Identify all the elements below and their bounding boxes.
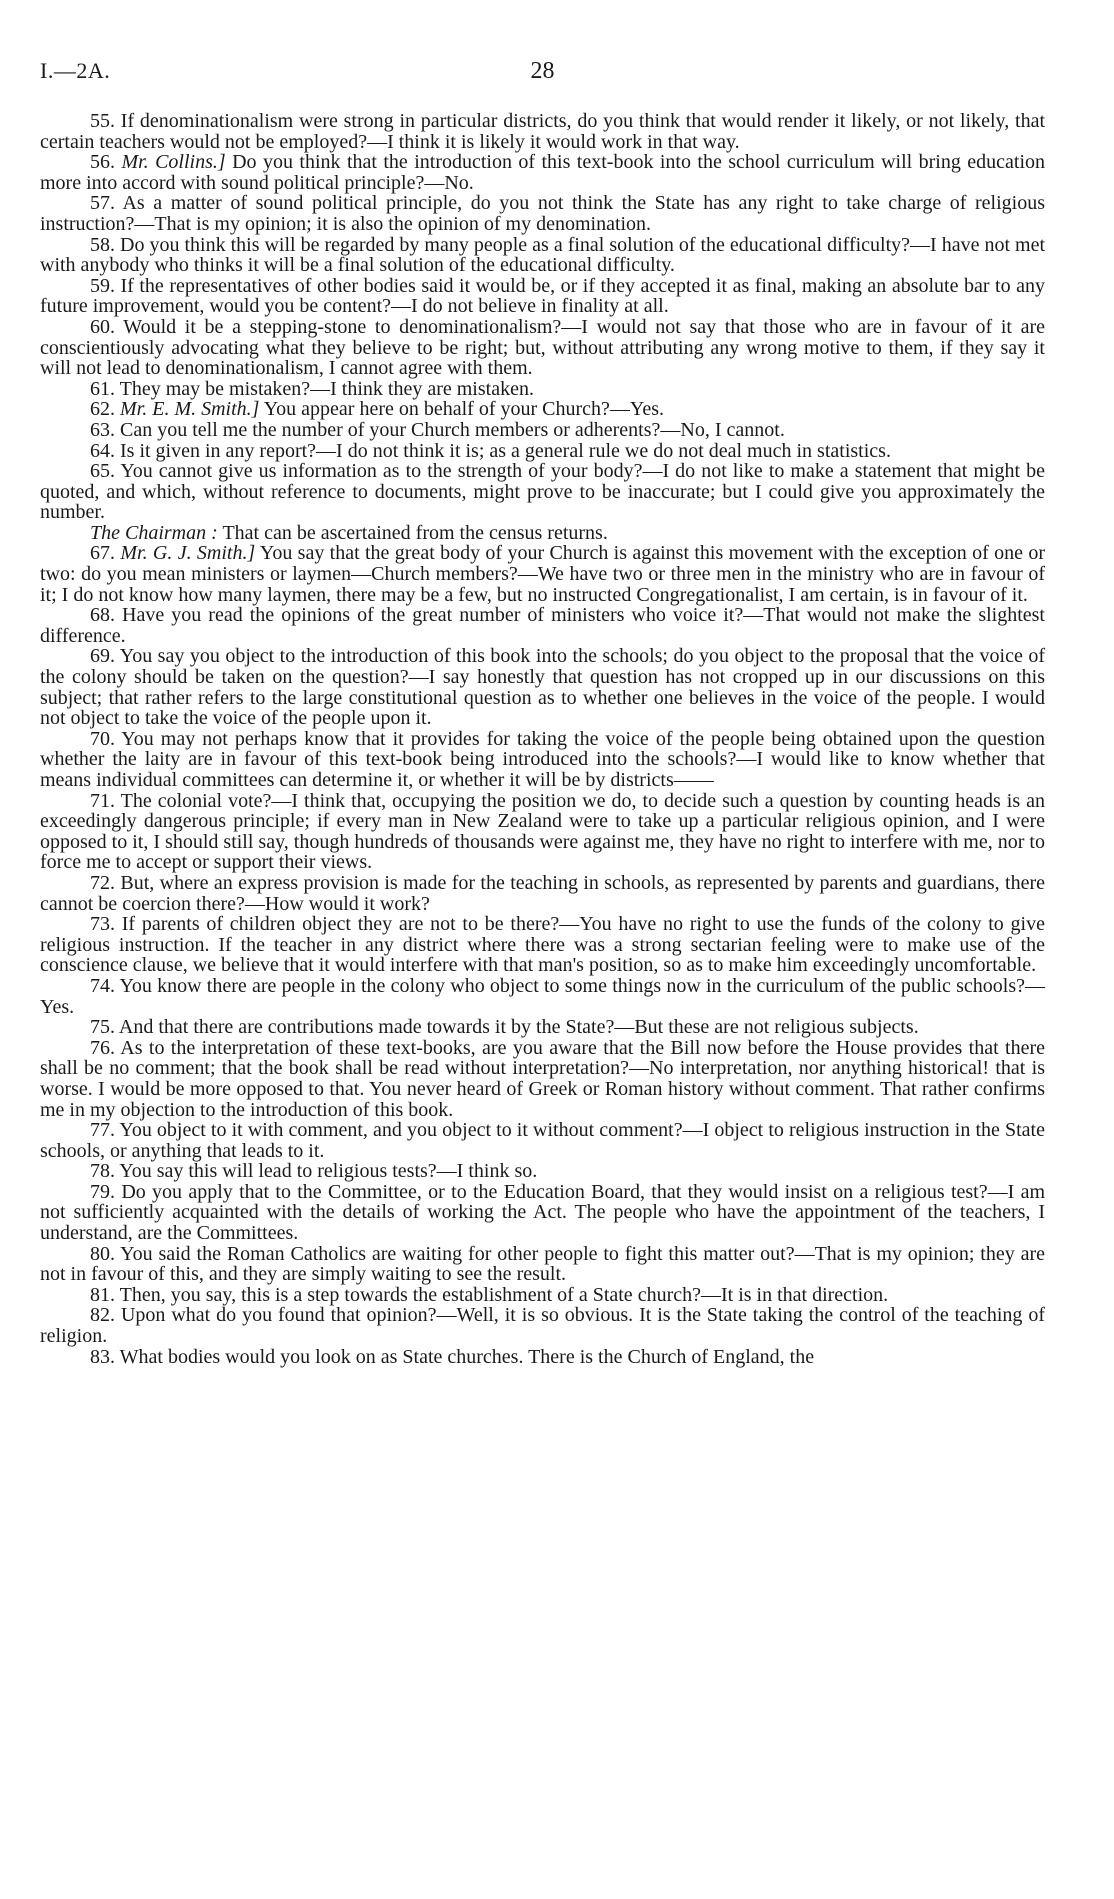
testimony-text: Have you read the opinions of the great number of ministers who voice it?—That would not make the slightest difference. — [40, 604, 1045, 647]
speaker-name: Mr. E. M. Smith.] — [120, 398, 260, 421]
testimony-paragraph — [40, 235, 1045, 276]
testimony-text: You say this will lead to religious tests?—I think so. — [119, 1160, 538, 1183]
page-number: 28 — [530, 58, 555, 84]
question-number: 83. — [90, 1345, 115, 1368]
document-body — [40, 111, 1045, 1367]
question-number: 55. — [90, 110, 115, 132]
testimony-text: If parents of children object they are not to be there?—You have no right to use the funds of the colony to give religious instruction. If the teacher in any district where there was a strong sectarian feeling were to make use of the conscience clause, we believe that it would interfere with that man's position, so as to make him exceedingly uncomfortable. — [40, 913, 1045, 977]
testimony-text: As to the interpretation of these text-books, are you aware that the Bill now before the House provides that there shall be no comment; that the book shall be read without interpretation?—No interpretation, nor anything historical! that is worse. I would be more opposed to that. You never heard of Greek or Roman history without comment. That rather confirms me in my objection to the introduction of this book. — [40, 1036, 1045, 1121]
speaker-name: Mr. G. J. Smith.] — [120, 542, 256, 565]
testimony-paragraph — [40, 441, 1045, 462]
testimony-paragraph — [40, 605, 1045, 646]
testimony-paragraph — [40, 873, 1045, 914]
testimony-text: But, where an express provision is made for the teaching in schools, as represented by parents and guardians, there cannot be coercion there?—How would it work? — [40, 871, 1046, 915]
testimony-text: You say you object to the introduction of this book into the schools; do you object to the proposal that the voice of the colony should be taken on the question?—I say honestly that question has not cropped up in our discussions on this subject; that rather refers to the large constitutional question as to whether one believes in the voice of the people. I would not object to take the voice of the people upon it. — [40, 645, 1045, 730]
testimony-text: Then, you say, this is a step towards the establishment of a State church?—It is in that direction. — [119, 1283, 889, 1306]
testimony-text: You say that the great body of your Church is against this movement with the exception of one or two: do you mean ministers or laymen—Church members?—We have two or three men in the ministry who are in favour of it; I do not know how many laymen, there may be a few, but no instructed Congregationalist, I am certain, is in favour of it. — [40, 542, 1045, 606]
testimony-text: Upon what do you found that opinion?—Well, it is so obvious. It is the State taking the control of the teaching of religion. — [40, 1304, 1046, 1348]
testimony-text: You cannot give us information as to the strength of your body?—I do not like to make a statement that might be quoted, and which, without reference to documents, might prove to be inaccurate; but I could give you approximately the number. — [40, 460, 1045, 524]
testimony-text: The colonial vote?—I think that, occupying the position we do, to decide such a question by counting heads is an exceedingly dangerous principle; if every man in New Zealand were to take up a particular religious opinion, and I were opposed to it, I should still say, though hundreds of thousands were against me, they have no right to interfere with me, nor to force me to accept or support their views. — [40, 789, 1045, 874]
testimony-paragraph — [40, 976, 1045, 1017]
testimony-paragraph — [40, 1285, 1045, 1306]
question-number: 75. — [90, 1016, 115, 1039]
speaker-name: Mr. Collins.] — [121, 151, 226, 174]
question-number: 63. — [90, 418, 115, 441]
testimony-text: Is it given in any report?—I do not think it is; as a general rule we do not deal much in statistics. — [120, 439, 891, 462]
testimony-paragraph — [40, 646, 1045, 728]
testimony-text: Do you apply that to the Committee, or to the Education Board, that they would insist on a religious test?—I am not sufficiently acquainted with the details of working the Act. The people who have the appointment of the teachers, I understand, are the Committees. — [40, 1180, 1046, 1245]
speaker-name: The Chairman : — [90, 521, 218, 544]
question-number: 64. — [90, 439, 115, 462]
testimony-paragraph — [40, 317, 1045, 379]
testimony-paragraph — [40, 111, 1045, 152]
question-number: 68. — [90, 604, 115, 627]
question-number: 76. — [90, 1036, 115, 1059]
testimony-text: You said the Roman Catholics are waiting for other people to fight this matter out?—That is my opinion; they are not in favour of this, and they are simply waiting to see the result. — [40, 1242, 1045, 1286]
question-number: 82. — [90, 1304, 115, 1327]
testimony-paragraph — [40, 523, 1045, 544]
page-header — [40, 58, 1045, 92]
testimony-text: You appear here on behalf of your Church?—Yes. — [263, 398, 665, 421]
question-number: 60. — [90, 315, 115, 338]
testimony-paragraph — [40, 379, 1045, 400]
question-number: 77. — [90, 1119, 115, 1142]
testimony-paragraph — [40, 543, 1045, 605]
testimony-paragraph — [40, 1244, 1045, 1285]
question-number: 81. — [90, 1283, 115, 1306]
testimony-text: You object to it with comment, and you object to it without comment?—I object to religious instruction in the State schools, or anything that leads to it. — [40, 1119, 1045, 1162]
question-number: 58. — [90, 233, 115, 256]
testimony-paragraph — [40, 276, 1045, 317]
testimony-paragraph — [40, 1038, 1045, 1120]
question-number: 67. — [90, 542, 115, 565]
testimony-text: What bodies would you look on as State churches. There is the Church of England, the — [119, 1345, 815, 1368]
testimony-paragraph — [40, 193, 1045, 234]
testimony-text: Do you think this will be regarded by many people as a final solution of the educational difficulty?—I have not met with anybody who thinks it will be a final solution of the educational difficulty. — [40, 233, 1046, 277]
testimony-paragraph — [40, 1305, 1045, 1346]
question-number: 72. — [90, 871, 115, 894]
testimony-text: You may not perhaps know that it provides for taking the voice of the people being obtained upon the question whether the laity are in favour of this text-book being introduced into the schools?—I would like to know whether that means individual committees can determine it, or whether it will be by districts—— — [40, 727, 1045, 791]
testimony-text: As a matter of sound political principle, do you not think the State has any right to take charge of religious instruction?—That is my opinion; it is also the opinion of my denomination. — [40, 192, 1045, 235]
testimony-text: Can you tell me the number of your Church members or adherents?—No, I cannot. — [120, 418, 785, 441]
question-number: 65. — [90, 460, 115, 483]
question-number: 62. — [90, 398, 115, 421]
testimony-text: And that there are contributions made towards it by the State?—But these are not religious subjects. — [118, 1016, 919, 1039]
testimony-paragraph — [40, 729, 1045, 791]
question-number: 57. — [90, 192, 115, 215]
question-number: 61. — [90, 377, 115, 400]
testimony-paragraph — [40, 461, 1045, 523]
testimony-paragraph — [40, 1182, 1045, 1244]
question-number: 80. — [90, 1242, 115, 1265]
testimony-paragraph — [40, 1347, 1045, 1368]
question-number: 73. — [90, 913, 115, 936]
testimony-paragraph — [40, 914, 1045, 976]
testimony-text: If the representatives of other bodies said it would be, or if they accepted it as final, making an absolute bar to any future improvement, would you be content?—I do not believe in finality at all. — [40, 274, 1046, 318]
question-number: 56. — [90, 151, 115, 174]
document-reference: I.—2A. — [40, 58, 111, 83]
testimony-paragraph — [40, 791, 1045, 873]
testimony-paragraph — [40, 152, 1045, 193]
question-number: 69. — [90, 645, 115, 668]
testimony-text: You know there are people in the colony who object to some things now in the curriculum of the public schools?—Yes. — [40, 974, 1045, 1018]
testimony-paragraph — [40, 399, 1045, 420]
question-number: 78. — [90, 1160, 115, 1183]
testimony-text: Do you think that the introduction of this text-book into the school curriculum will bring education more into accord with sound political principle?—No. — [40, 151, 1046, 194]
testimony-paragraph — [40, 1161, 1045, 1182]
question-number: 59. — [90, 274, 115, 297]
testimony-text: That can be ascertained from the census returns. — [222, 521, 608, 544]
question-number: 71. — [90, 789, 115, 812]
testimony-paragraph — [40, 1120, 1045, 1161]
testimony-paragraph — [40, 1017, 1045, 1038]
question-number: 74. — [90, 974, 115, 997]
testimony-text: If denominationalism were strong in particular districts, do you think that would render it likely, or not likely, that certain teachers would not be employed?—I think it is likely it would work in that way. — [40, 110, 1045, 153]
question-number: 70. — [90, 727, 115, 750]
testimony-text: They may be mistaken?—I think they are mistaken. — [119, 377, 534, 400]
testimony-text: Would it be a stepping-stone to denominationalism?—I would not say that those who are in favour of it are conscientiously advocating what they believe to be right; but, without attributing any wrong motive to them, if they say it will not lead to denominationalism, I cannot agree with them. — [40, 315, 1045, 380]
question-number: 79. — [90, 1180, 115, 1203]
testimony-paragraph — [40, 420, 1045, 441]
